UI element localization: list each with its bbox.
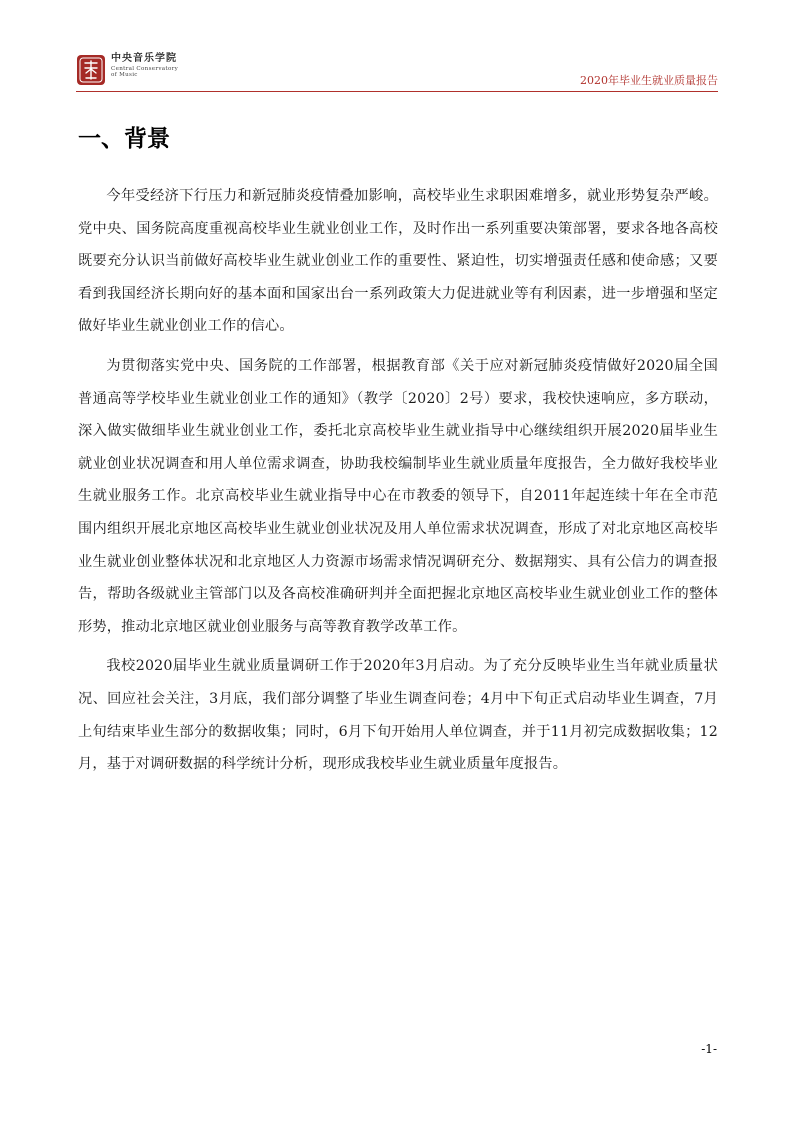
logo-english-line2: of Music xyxy=(111,72,138,79)
logo-english-name xyxy=(111,66,178,79)
section-heading: 一、背景 xyxy=(78,126,170,152)
body-paragraph: 我校2020届毕业生就业质量调研工作于2020年3月启动。为了充分反映毕业生当年就业质量状况、回应社会关注，3月底，我们部分调整了毕业生调查问卷；4月中下旬正式启动毕业生调查，7月上旬结束毕业生部分的数据收集；同时，6月下旬开始用人单位调查，并于11月初完成数据收集；12月，基于对调研数据的科学统计分析，现形成我校毕业生就业质量年度报告。 xyxy=(78,658,718,773)
header-divider xyxy=(76,91,718,92)
body-paragraph: 今年受经济下行压力和新冠肺炎疫情叠加影响，高校毕业生求职困难增多，就业形势复杂严峻。党中央、国务院高度重视高校毕业生就业创业工作，及时作出一系列重要决策部署，要求各地各高校既要充分认识当前做好高校毕业生就业创业工作的重要性、紧迫性，切实增强责任感和使命感；又要看到我国经济长期向好的基本面和国家出台一系列政策大力促进就业等有利因素，进一步增强和坚定做好毕业生就业创业工作的信心。 xyxy=(78,188,718,335)
conservatory-logo-icon xyxy=(76,54,106,86)
logo-english-line1: Central Conservatory xyxy=(111,66,179,72)
page-header xyxy=(76,50,718,94)
body-paragraph: 为贯彻落实党中央、国务院的工作部署，根据教育部《关于应对新冠肺炎疫情做好2020届全国普通高等学校毕业生就业创业工作的通知》（教学〔2020〕2号）要求，我校快速响应，多方联动，深入做实做细毕业生就业创业工作，委托北京高校毕业生就业指导中心继续组织开展2020届毕业生就业创业状况调查和用人单位需求调查，协助我校编制毕业生就业质量年度报告，全力做好我校毕业生就业服务工作。北京高校毕业生就业指导中心在市教委的领导下，自2011年起连续十年在全市范围内组织开展北京地区高校毕业生就业创业状况及用人单位需求状况调查，形成了对北京地区高校毕业生就业创业整体状况和北京地区人力资源市场需求情况调研充分、数据翔实、具有公信力的调查报告，帮助各级就业主管部门以及各高校准确研判并全面把握北京地区高校毕业生就业创业工作的整体形势，推动北京地区就业创业服务与高等教育教学改革工作。 xyxy=(78,357,718,635)
logo-chinese-name: 中央音乐学院 xyxy=(111,53,177,64)
section-body xyxy=(78,180,718,788)
logo-wordmark xyxy=(111,54,178,79)
page-number: -1- xyxy=(701,1042,717,1056)
report-title: 2020年毕业生就业质量报告 xyxy=(580,74,718,87)
